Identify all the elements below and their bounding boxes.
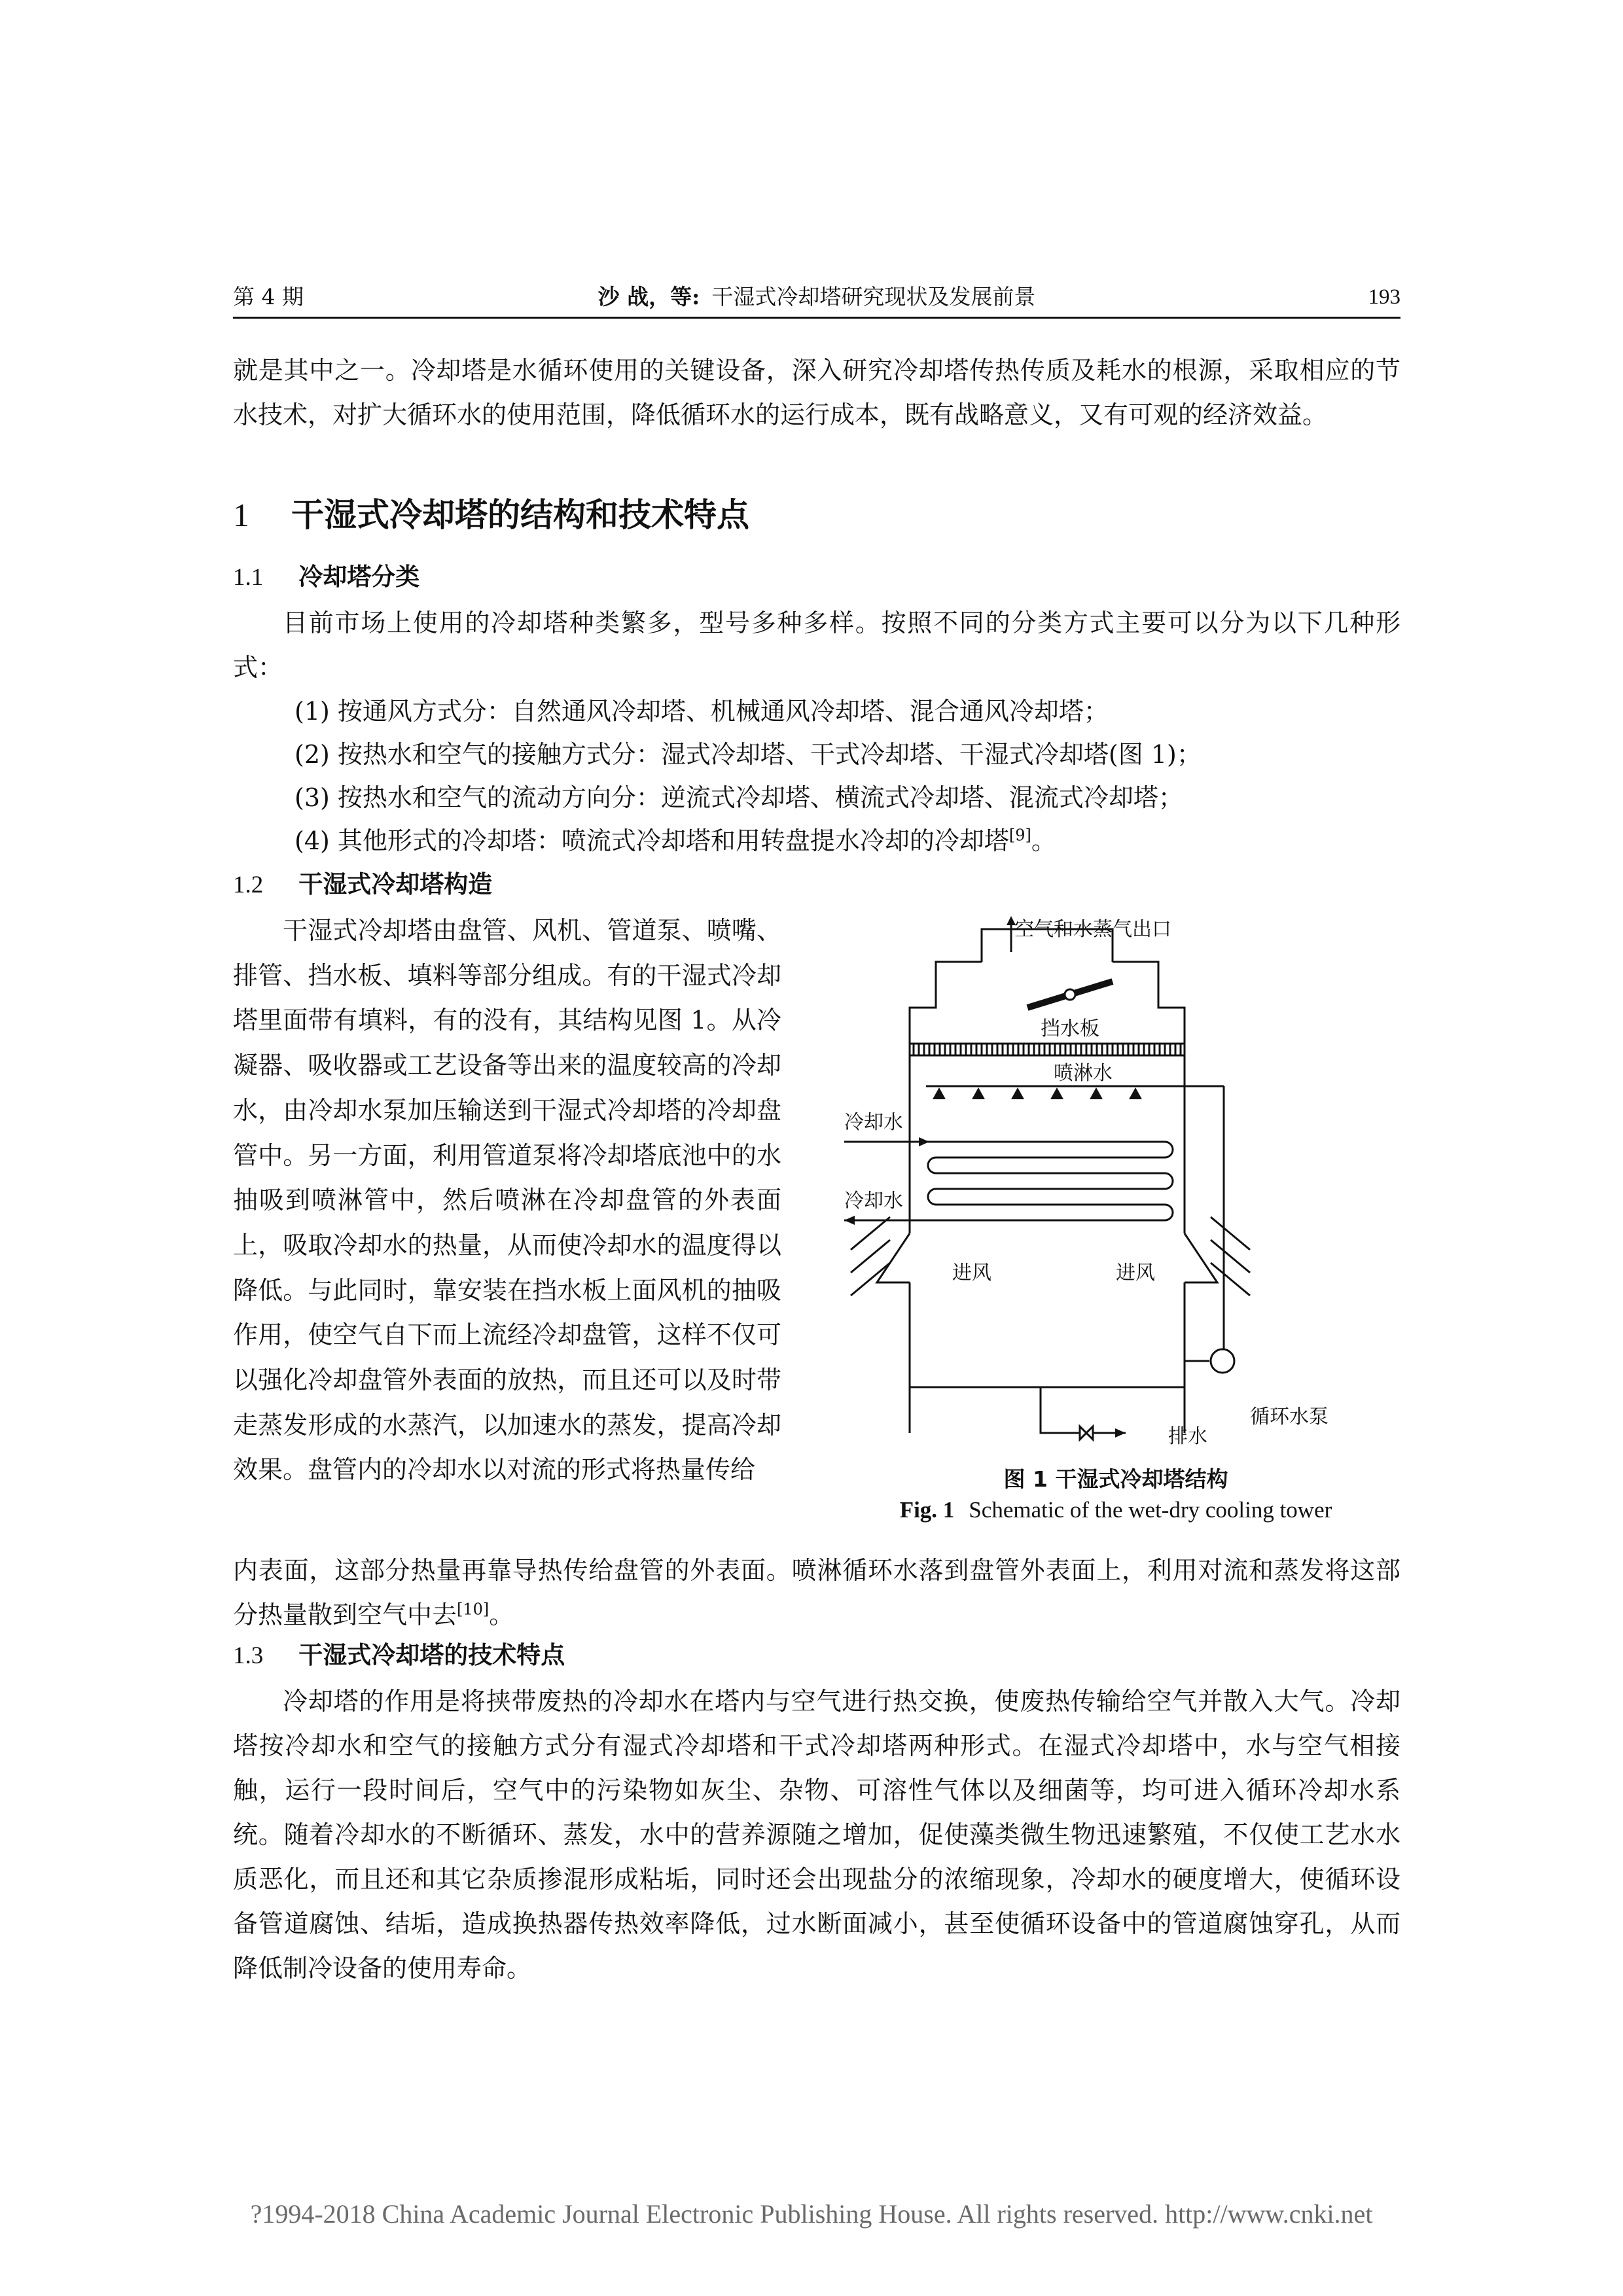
inlet-air-arrows-right (1211, 1217, 1250, 1296)
label-drain: 排水 (1168, 1425, 1207, 1448)
subsection-title: 干湿式冷却塔的技术特点 (298, 1641, 565, 1669)
drain-valve (1080, 1426, 1093, 1439)
page-number: 193 (1368, 285, 1400, 309)
list-item (294, 819, 1400, 862)
section-number: 1 (233, 497, 249, 533)
figure-caption-cn: 图 1 干湿式冷却塔结构 (1003, 1466, 1228, 1492)
list-item-end: 。 (1031, 826, 1056, 855)
figure-1 (831, 916, 1400, 1531)
cooling-tower-diagram (831, 916, 1400, 1453)
label-inlet-air-left: 进风 (952, 1262, 991, 1284)
citation: [9] (1008, 826, 1031, 845)
intro-paragraph: 就是其中之一。冷却塔是水循环使用的关键设备，深入研究冷却塔传热传质及耗水的根源，采取相应的节水技术，对扩大循环水的使用范围，降低循环水的运行成本，既有战略意义，又有可观的经济效益。 (233, 356, 1400, 429)
figure-caption-text: Schematic of the wet-dry cooling tower (969, 1497, 1332, 1523)
section-title: 干湿式冷却塔的结构和技术特点 (291, 496, 749, 534)
tower-top-left (910, 962, 982, 1044)
spray-nozzles (933, 1087, 1142, 1099)
header-center (233, 277, 1400, 317)
spray-return-pipe (1221, 1086, 1224, 1361)
continued-end: 。 (489, 1600, 514, 1629)
structure-paragraph-continued (233, 1548, 1400, 1637)
list-item-text: (4) 其他形式的冷却塔：喷流式冷却塔和用转盘提水冷却的冷却塔 (294, 826, 1009, 855)
subsection-title: 干湿式冷却塔构造 (298, 870, 493, 898)
label-spray: 喷淋水 (1054, 1062, 1113, 1085)
header-authors: 沙 战，等: (597, 284, 700, 309)
label-outlet: 空气和水蒸气出口 (1014, 918, 1171, 941)
subsection-number: 1.1 (233, 564, 264, 591)
subsection-1-1-heading (233, 557, 419, 597)
list-item: (2) 按热水和空气的接触方式分：湿式冷却塔、干式冷却塔、干湿式冷却塔(图 1)； (294, 740, 1202, 769)
fan-hub (1065, 989, 1075, 1000)
label-cooling-water-out: 冷却水 (844, 1190, 903, 1212)
structure-paragraph: 干湿式冷却塔由盘管、风机、管道泵、喷嘴、排管、挡水板、填料等部分组成。有的干湿式冷却塔里面带有填料，有的没有，其结构见图 1。从冷凝器、吸收器或工艺设备等出来的温度较高的冷却水，由冷却水泵加压输送到干湿式冷却塔的冷却盘管中。另一方面，利用管道泵将冷却塔底池中的水抽吸到喷淋管中，然后喷淋在冷却盘管的外表面上，吸取冷却水的热量，从而使冷却水的温度得以降低。与此同时，靠安装在挡水板上面风机的抽吸作用，使空气自下而上流经冷却盘管，这样不仅可以强化冷却盘管外表面的放热，而且还可以及时带走蒸发形成的水蒸汽，以加速水的蒸发，提高冷却效果。盘管内的冷却水以对流的形式将热量传给 (233, 916, 781, 1485)
drain-pipe (1041, 1387, 1126, 1433)
subsection-title: 冷却塔分类 (298, 563, 420, 591)
continued-text: 内表面，这部分热量再靠导热传给盘管的外表面。喷淋循环水落到盘管外表面上，利用对流和蒸发将这部分热量散到空气中去 (233, 1556, 1400, 1629)
header-title: 干湿式冷却塔研究现状及发展前景 (711, 284, 1036, 309)
circulation-pump (1211, 1349, 1234, 1373)
subsection-1-2-heading (233, 865, 492, 905)
left-skirt (877, 1233, 910, 1282)
section-1-heading (233, 492, 749, 538)
tower-top-right (1113, 962, 1185, 1044)
citation: [10] (457, 1600, 490, 1619)
label-pump: 循环水泵 (1250, 1405, 1329, 1428)
figure-caption-en (831, 1497, 1400, 1523)
label-inlet-air-right: 进风 (1116, 1262, 1155, 1284)
subsection-1-3-heading (233, 1636, 565, 1676)
issue-number: 第 4 期 (233, 284, 304, 309)
drain-arrowhead (1115, 1428, 1126, 1438)
label-cooling-water-in: 冷却水 (844, 1111, 903, 1134)
figure-label: Fig. 1 (899, 1497, 955, 1523)
cooling-coil (926, 1142, 1173, 1220)
flow-arrowheads (844, 916, 1016, 1225)
label-baffle: 挡水板 (1041, 1017, 1099, 1040)
list-item: (3) 按热水和空气的流动方向分：逆流式冷却塔、横流式冷却塔、混流式冷却塔； (294, 783, 1183, 812)
running-header (233, 277, 1400, 319)
subsection-number: 1.2 (233, 872, 264, 898)
inlet-air-arrows-left (851, 1217, 890, 1296)
list-item: (1) 按通风方式分：自然通风冷却塔、机械通风冷却塔、混合通风冷却塔； (294, 697, 1109, 726)
copyright-footer: ?1994-2018 China Academic Journal Electronic Publishing House. All rights reserved. http://www.cnki.net (250, 2199, 1373, 2229)
subsection-number: 1.3 (233, 1642, 264, 1669)
technical-features-paragraph: 冷却塔的作用是将挟带废热的冷却水在塔内与空气进行热交换，使废热传输给空气并散入大气。冷却塔按冷却水和空气的接触方式分有湿式冷却塔和干式冷却塔两种形式。在湿式冷却塔中，水与空气相接触，运行一段时间后，空气中的污染物如灰尘、杂物、可溶性气体以及细菌等，均可进入循环冷却水系统。随着冷却水的不断循环、蒸发，水中的营养源随之增加，促使藻类微生物迅速繁殖，不仅使工艺水水质恶化，而且还和其它杂质掺混形成粘垢，同时还会出现盐分的浓缩现象，冷却水的硬度增大，使循环设备管道腐蚀、结垢，造成换热器传热效率降低，过水断面减小，甚至使循环设备中的管道腐蚀穿孔，从而降低制冷设备的使用寿命。 (233, 1687, 1400, 1983)
classification-paragraph: 目前市场上使用的冷却塔种类繁多，型号多种多样。按照不同的分类方式主要可以分为以下几种形式： (233, 609, 1400, 682)
